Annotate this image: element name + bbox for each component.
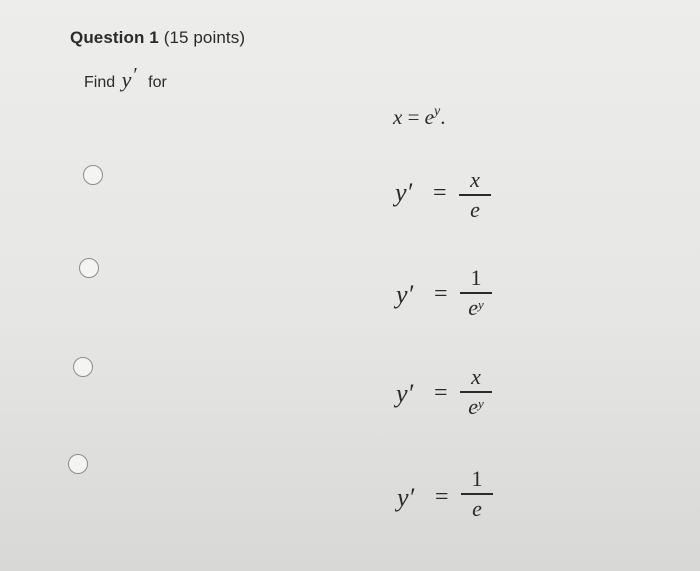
option-2-lhs: y′ [396, 280, 414, 309]
option-2-denominator-exponent: y [477, 296, 484, 312]
option-1-denominator [459, 198, 491, 222]
option-4-fraction-bar [461, 493, 493, 495]
option-3-radio[interactable] [73, 357, 93, 377]
equation-equals: = [407, 105, 420, 129]
option-3-equals: = [434, 380, 448, 406]
equation-base: e [424, 105, 434, 129]
option-2-fraction-bar [460, 292, 492, 294]
option-3-denominator [460, 395, 492, 419]
prompt-prime: ′ [133, 64, 138, 86]
option-2-equals: = [434, 281, 448, 307]
option-1-lhs: y′ [395, 178, 413, 207]
option-4-numerator: 1 [471, 466, 483, 491]
option-2-denominator [460, 296, 492, 320]
question-header [70, 28, 245, 48]
given-equation [393, 105, 445, 130]
option-3-fraction-bar [460, 391, 492, 393]
question-title: Question 1 [70, 28, 159, 47]
option-1-radio[interactable] [83, 165, 103, 185]
equation-period: . [440, 105, 446, 129]
option-4-radio[interactable] [68, 454, 88, 474]
option-2-denominator-base: e [468, 294, 478, 320]
option-1-fraction-bar [459, 194, 491, 196]
option-1-equals: = [433, 180, 447, 206]
question-prompt [84, 64, 167, 93]
option-4-fraction [461, 467, 493, 521]
prompt-suffix: for [148, 74, 167, 91]
prompt-prefix: Find [84, 74, 116, 91]
option-3-fraction [460, 365, 492, 419]
option-3-denominator-exponent: y [477, 395, 484, 411]
prompt-variable: y [121, 67, 132, 92]
option-3-denominator-base: e [468, 393, 478, 419]
option-1-numerator: x [470, 167, 480, 192]
option-4-lhs: y′ [397, 483, 415, 512]
option-4-denominator [461, 497, 493, 521]
equation-exponent: y [434, 104, 441, 119]
option-4-equals: = [435, 484, 449, 510]
option-2-radio[interactable] [79, 258, 99, 278]
option-2-fraction [460, 266, 492, 320]
option-4-denominator-base: e [472, 495, 482, 521]
equation-lhs: x [393, 105, 403, 129]
option-1-fraction [459, 168, 491, 222]
option-1-denominator-base: e [470, 196, 480, 222]
option-3-lhs: y′ [396, 379, 414, 408]
option-2-numerator: 1 [470, 265, 482, 290]
question-points: (15 points) [163, 28, 246, 47]
option-3-numerator: x [471, 364, 481, 389]
